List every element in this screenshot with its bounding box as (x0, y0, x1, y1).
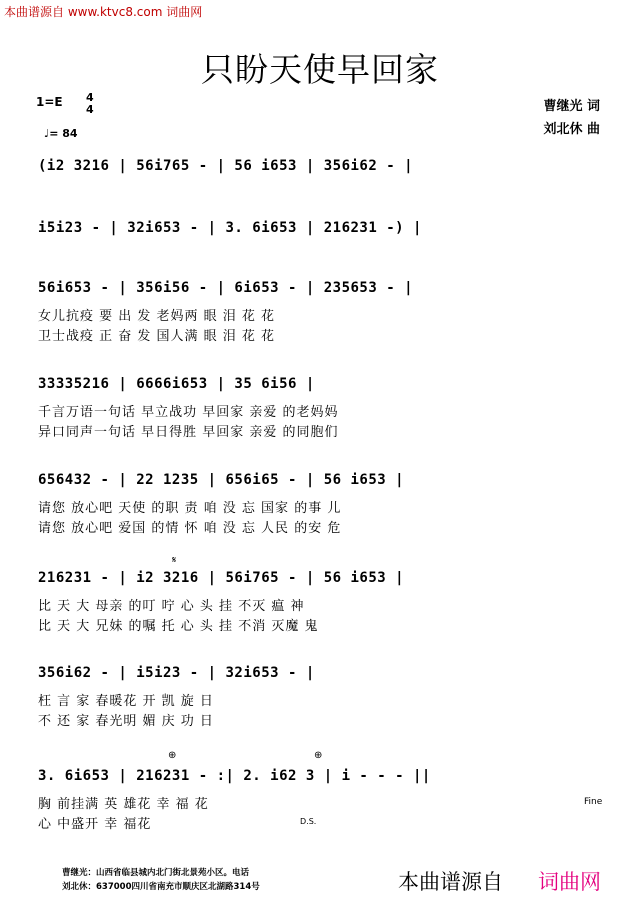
coda-sign: ⊕ (314, 750, 323, 761)
lyricist-credit: 曹继光 词 (543, 99, 600, 114)
lyric-line-verse2: 不 还 家 春光明 媚 庆 功 日 (38, 714, 214, 729)
brand-text: 本曲谱源自 (398, 870, 503, 894)
lyric-line-verse2: 请您 放心吧 爱国 的情 怀 咱 没 忘 人民 的安 危 (38, 521, 342, 536)
song-title: 只盼天使早回家 (201, 50, 439, 89)
tempo-mark: ♩= 84 (44, 127, 78, 140)
key-signature: 1=E (36, 95, 63, 109)
lyric-line-verse1: 胸 前挂满 英 雄花 幸 福 花 (38, 797, 209, 812)
ds-mark: D.S. (300, 817, 317, 826)
lyric-line-verse2: 异口同声一句话 早日得胜 早回家 亲爱 的同胞们 (38, 425, 339, 440)
lyric-line-verse2: 心 中盛开 幸 福花 (38, 817, 152, 832)
time-signature-bottom: 4 (86, 103, 94, 116)
notation-row-3: 56i653 - | 356i56 - | 6i653 - | 235653 - | (38, 280, 414, 296)
site-banner[interactable]: 本曲谱源自 www.ktvc8.com 词曲网 (4, 5, 203, 19)
lyric-line-verse1: 千言万语一句话 早立战功 早回家 亲爱 的老妈妈 (38, 405, 339, 420)
segno-sign: 𝄋 (172, 555, 177, 566)
notation-row-7: 356i62 - | i5i23 - | 32i653 - | (38, 665, 315, 681)
lyric-line-verse1: 比 天 大 母亲 的叮 咛 心 头 挂 不灭 瘟 神 (38, 599, 305, 614)
brand-logo-text[interactable]: 词曲网 (538, 870, 601, 894)
lyric-line-verse2: 比 天 大 兄妹 的嘱 托 心 头 挂 不消 灭魔 鬼 (38, 619, 319, 634)
lyric-line-verse2: 卫士战疫 正 奋 发 国人满 眼 泪 花 花 (38, 329, 276, 344)
lyric-line-verse1: 女儿抗疫 要 出 发 老妈两 眼 泪 花 花 (38, 309, 276, 324)
contact-line-lyricist: 曹继光：山西省临县城内北门街北景苑小区。电话 (62, 868, 250, 878)
notation-row-4: 33335216 | 6666i653 | 35 6i56 | (38, 376, 315, 392)
coda-sign: ⊕ (168, 750, 177, 761)
notation-row-5: 656432 - | 22 1235 | 656i65 - | 56 i653 | (38, 472, 405, 488)
contact-line-composer: 刘北休：637000四川省南充市顺庆区北湖路314号 (62, 882, 260, 892)
lyric-line-verse1: 请您 放心吧 天使 的职 责 咱 没 忘 国家 的事 儿 (38, 501, 342, 516)
notation-row-6: 216231 - | i2 3216 | 56i765 - | 56 i653 | (38, 570, 405, 586)
lyric-line-verse1: 枉 言 家 春暖花 开 凯 旋 日 (38, 694, 214, 709)
fine-mark: Fine (584, 797, 603, 807)
notation-row-2: i5i23 - | 32i653 - | 3. 6i653 | 216231 -) | (38, 220, 422, 236)
time-signature (86, 92, 94, 116)
time-signature-top: 4 (86, 91, 94, 104)
notation-row-1: (i2 3216 | 56i765 - | 56 i653 | 356i62 - | (38, 158, 414, 174)
composer-credit: 刘北休 曲 (543, 122, 600, 137)
notation-row-8: 3. 6i653 | 216231 - :| 2. i62 3 | i - - - || (38, 768, 431, 784)
